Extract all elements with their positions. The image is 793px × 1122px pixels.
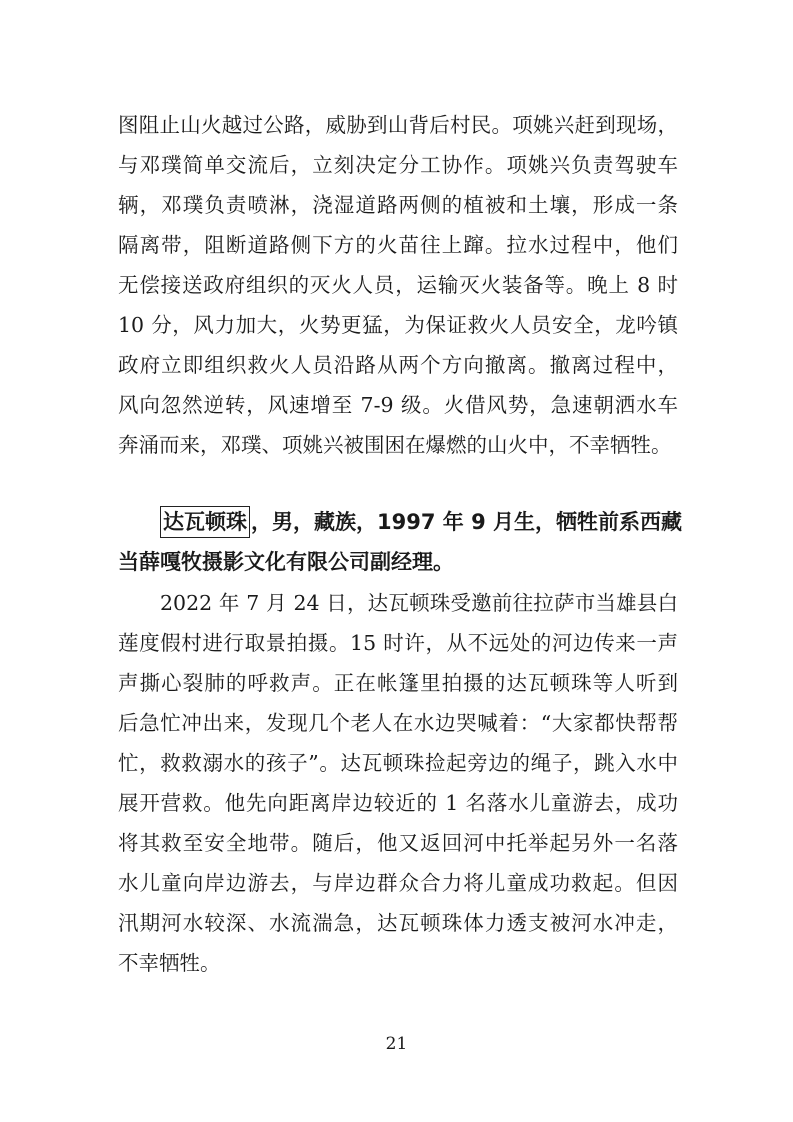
person-heading-line bbox=[160, 502, 683, 542]
paragraph-line: 忙，救救溺水的孩子”。达瓦顿珠捡起旁边的绳子，跳入水中 bbox=[118, 751, 678, 775]
paragraph-line: 风向忽然逆转，风速增至 7-9 级。火借风势，急速朝洒水车 bbox=[118, 393, 678, 417]
paragraph-line: 展开营救。他先向距离岸边较近的 1 名落水儿童游去，成功 bbox=[118, 791, 678, 815]
paragraph-line: 政府立即组织救火人员沿路从两个方向撤离。撤离过程中， bbox=[118, 353, 678, 377]
person-heading-line: 当薛嘎牧摄影文化有限公司副经理。 bbox=[118, 550, 454, 574]
person-name: 达瓦顿珠 bbox=[160, 506, 250, 538]
paragraph-line: 辆，邓璞负责喷淋，浇湿道路两侧的植被和土壤，形成一条 bbox=[118, 193, 678, 217]
paragraph-line: 2022 年 7 月 24 日，达瓦顿珠受邀前往拉萨市当雄县白 bbox=[160, 591, 678, 615]
paragraph-line: 无偿接送政府组织的灭火人员，运输灭火装备等。晚上 8 时 bbox=[118, 273, 678, 297]
paragraph-line: 水儿童向岸边游去，与岸边群众合力将儿童成功救起。但因 bbox=[118, 871, 678, 895]
paragraph-line: 将其救至安全地带。随后，他又返回河中托举起另外一名落 bbox=[118, 831, 678, 855]
paragraph-line: 与邓璞简单交流后，立刻决定分工协作。项姚兴负责驾驶车 bbox=[118, 153, 678, 177]
person-description: ，男，藏族，1997 年 9 月生，牺牲前系西藏 bbox=[251, 510, 682, 534]
paragraph-line: 不幸牺牲。 bbox=[118, 951, 221, 975]
paragraph-line: 声撕心裂肺的呼救声。正在帐篷里拍摄的达瓦顿珠等人听到 bbox=[118, 671, 678, 695]
paragraph-line: 后急忙冲出来，发现几个老人在水边哭喊着：“大家都快帮帮 bbox=[118, 711, 678, 735]
paragraph-line: 汛期河水较深、水流湍急，达瓦顿珠体力透支被河水冲走， bbox=[118, 911, 678, 935]
paragraph-line: 隔离带，阻断道路侧下方的火苗往上蹿。拉水过程中，他们 bbox=[118, 233, 678, 257]
paragraph-line: 奔涌而来，邓璞、项姚兴被围困在爆燃的山火中，不幸牺牲。 bbox=[118, 433, 672, 457]
paragraph-line: 图阻止山火越过公路，威胁到山背后村民。项姚兴赶到现场， bbox=[118, 113, 678, 137]
paragraph-line: 莲度假村进行取景拍摄。15 时许，从不远处的河边传来一声 bbox=[118, 631, 678, 655]
page-number: 21 bbox=[385, 1034, 408, 1054]
paragraph-line: 10 分，风力加大，火势更猛，为保证救火人员安全，龙吟镇 bbox=[118, 313, 678, 337]
